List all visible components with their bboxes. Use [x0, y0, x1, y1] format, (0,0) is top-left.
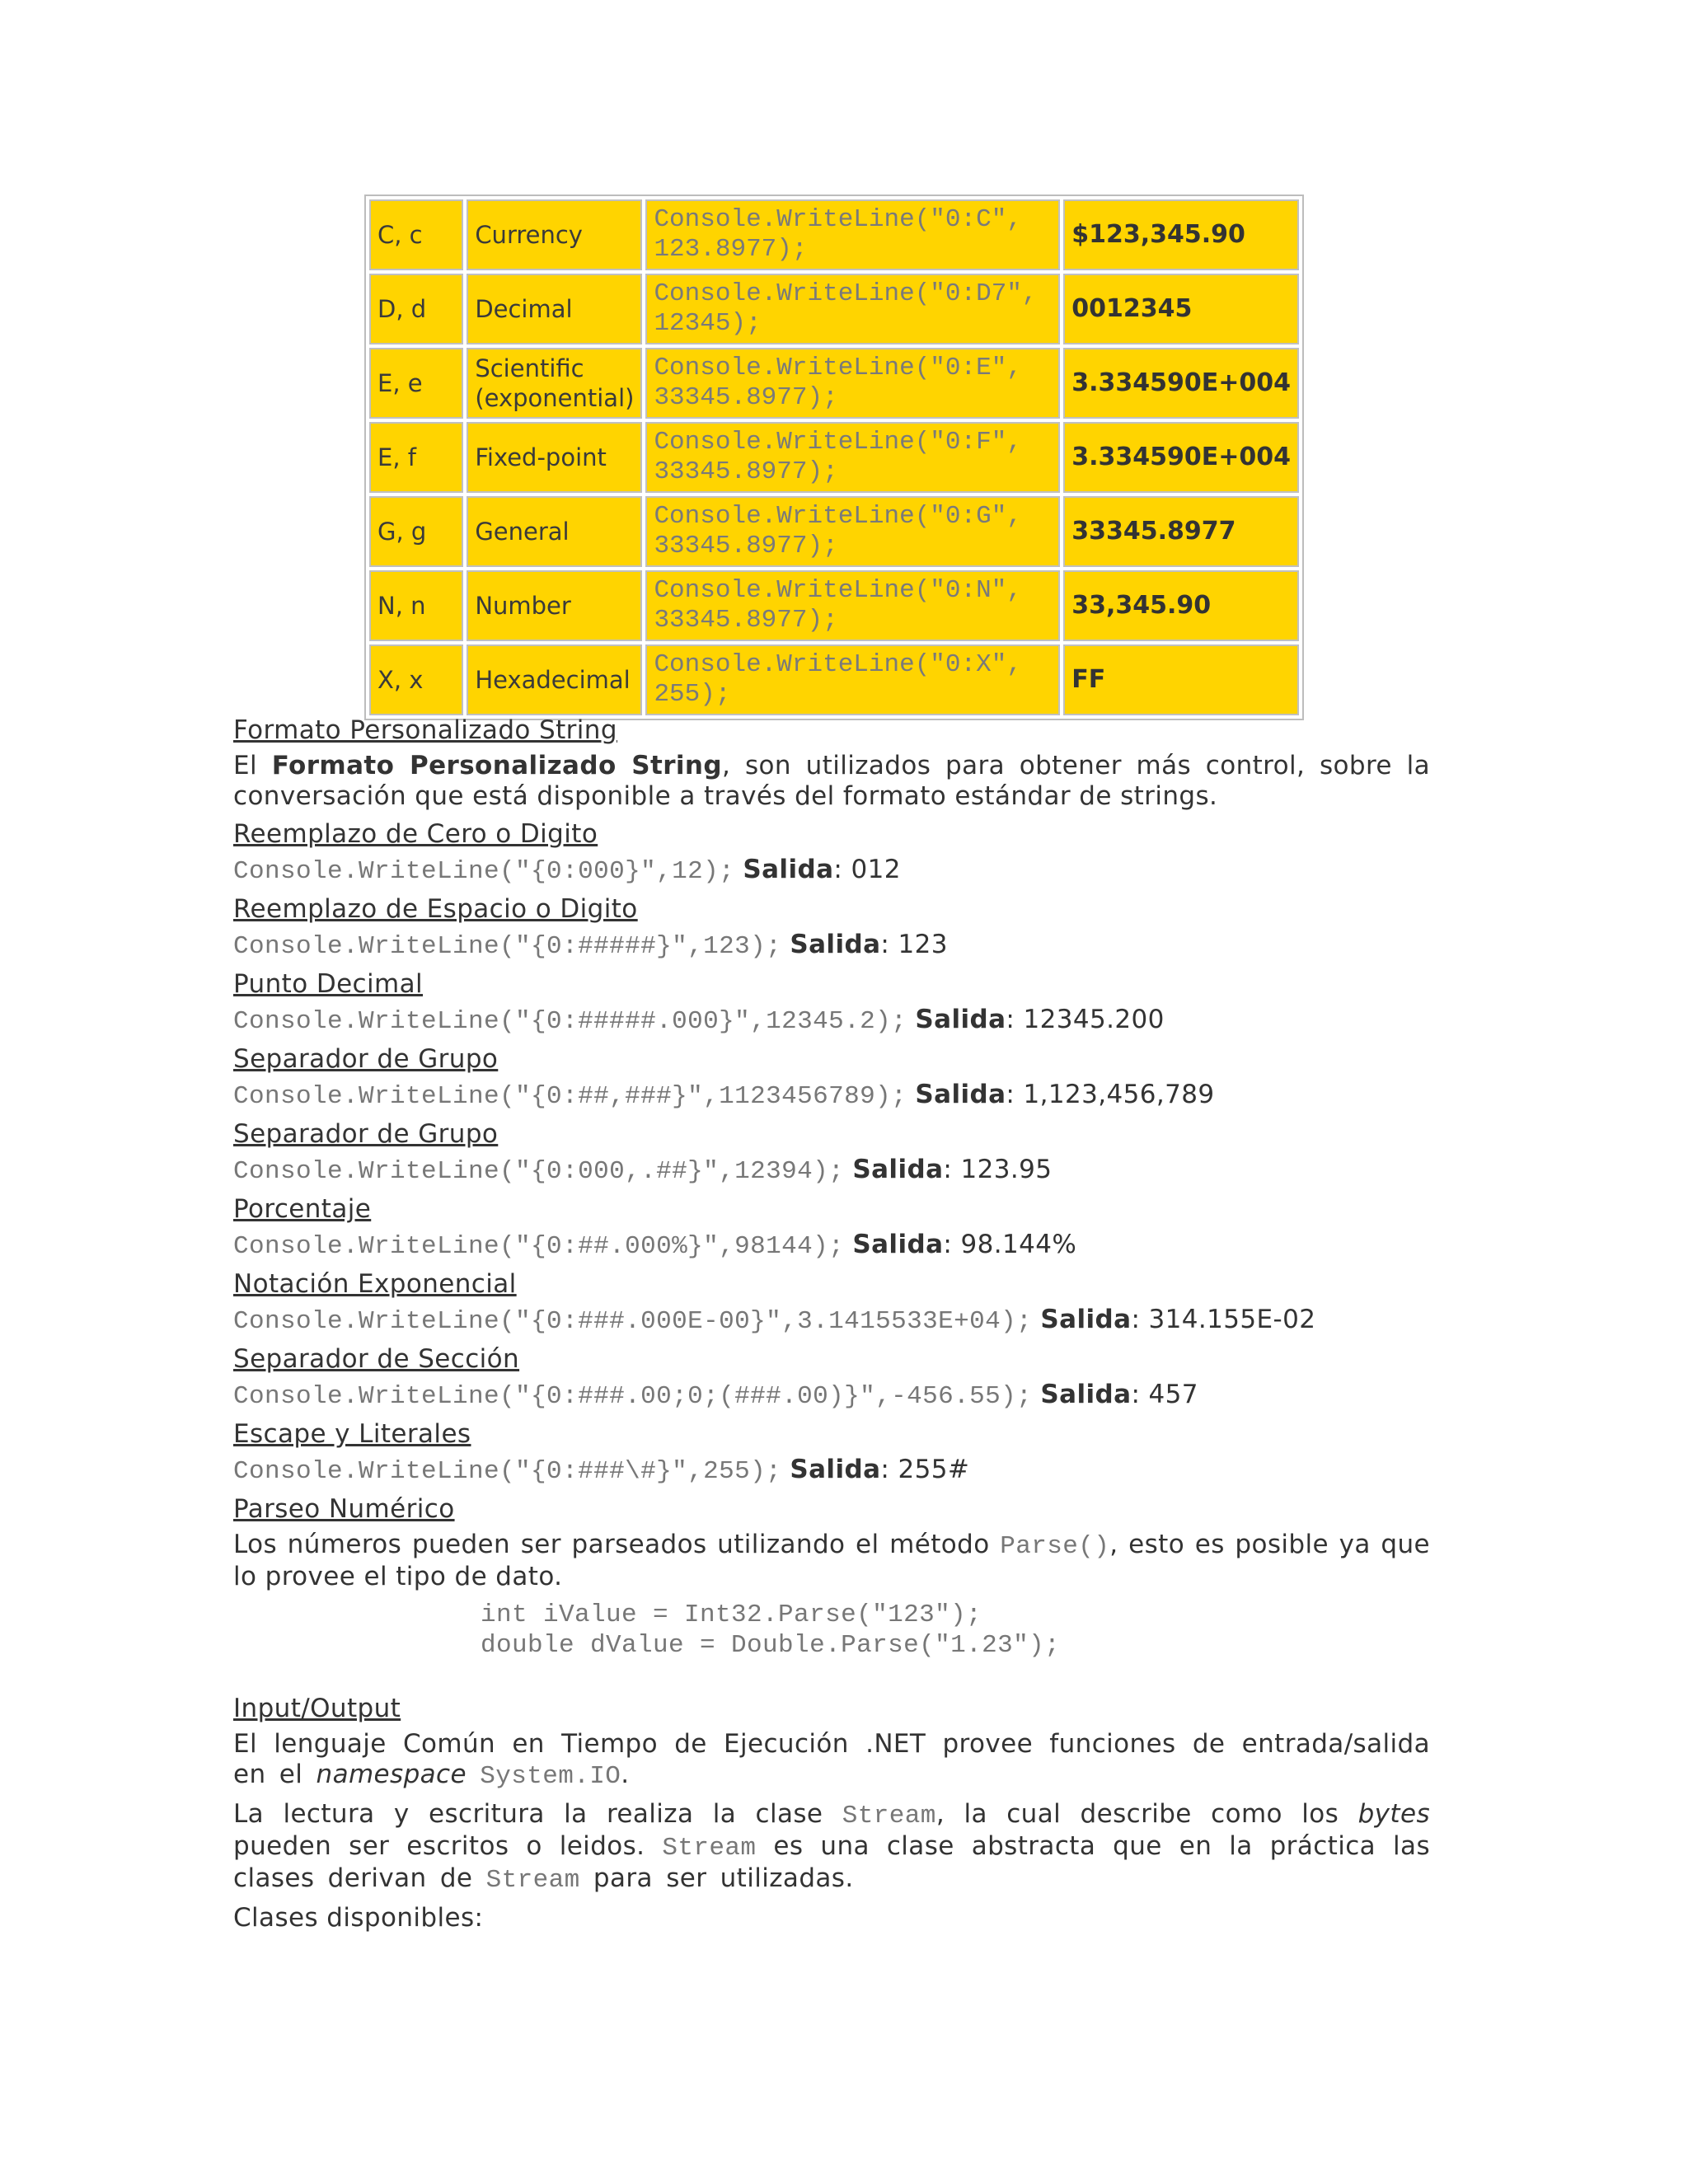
example-heading: Reemplazo de Cero o Digito: [233, 819, 598, 849]
format-row: [369, 274, 1299, 344]
format-table-body: [369, 199, 1299, 715]
format-specifier: [369, 570, 463, 641]
io-p2-e: para ser utilizadas.: [579, 1863, 854, 1893]
format-name-cell: [467, 348, 642, 419]
parse-text-1: Los números pueden ser parseados utilizando el método: [233, 1530, 1001, 1559]
example-code: Console.WriteLine("{0:000}",12);: [233, 857, 735, 886]
io-p1-text: El lenguaje Común en Tiempo de Ejecución .NET provee funciones de entrada/salida en el: [233, 1729, 1430, 1789]
format-specifier: [369, 644, 463, 715]
intro-bold: Formato Personalizado String: [271, 751, 722, 780]
example-code: Console.WriteLine("{0:000,.##}",12394);: [233, 1157, 845, 1186]
parse-code-line-2: double dValue = Double.Parse("1.23");: [481, 1631, 1061, 1660]
format-output-cell: [1063, 199, 1299, 270]
example-output: : 314.155E-02: [1131, 1305, 1316, 1334]
format-output: 33345.8977: [1071, 517, 1236, 546]
example-code-line: [233, 1080, 1430, 1112]
io-p2-c: pueden ser escritos o leidos.: [233, 1831, 663, 1861]
format-name-line-1: Scientific: [475, 354, 584, 382]
format-code-line-2: 33345.8977);: [654, 457, 838, 486]
format-specifier: [369, 496, 463, 567]
example-code-line: [233, 1230, 1430, 1262]
output-label: Salida: [852, 1155, 944, 1184]
example-heading: Separador de Grupo: [233, 1119, 499, 1149]
output-label: Salida: [915, 1080, 1006, 1109]
classes-label: Clases disponibles:: [233, 1903, 484, 1933]
example-code-line: [233, 930, 1430, 962]
example-code-line: [233, 1455, 1430, 1487]
parse-method-code: Parse(): [1000, 1532, 1110, 1561]
format-code-cell: [645, 348, 1060, 419]
example-output: : 457: [1131, 1380, 1198, 1409]
format-output: 33,345.90: [1071, 591, 1212, 620]
format-specifier: [369, 199, 463, 270]
format-specifier-text: E, e: [377, 369, 423, 397]
format-specifier: [369, 274, 463, 344]
format-specifier-table: [364, 194, 1304, 720]
example-heading: Escape y Literales: [233, 1419, 471, 1449]
format-row: [369, 496, 1299, 567]
format-row: [369, 570, 1299, 641]
example-output: : 12345.200: [1006, 1005, 1165, 1034]
example-heading: Porcentaje: [233, 1194, 372, 1224]
output-label: Salida: [852, 1230, 944, 1259]
output-label: Salida: [1040, 1380, 1132, 1409]
format-specifier-text: E, f: [377, 443, 416, 471]
io-p1-end: .: [621, 1760, 630, 1789]
format-code-cell: [645, 274, 1060, 344]
example-output: : 123.95: [943, 1155, 1053, 1184]
examples-list: [233, 819, 1430, 1487]
io-p2-a: La lectura y escritura la realiza la clase: [233, 1799, 842, 1829]
format-code-line-1: Console.WriteLine("0:G",: [654, 502, 1022, 531]
format-name-cell: [467, 422, 642, 493]
io-heading: Input/Output: [233, 1694, 401, 1723]
example-code: Console.WriteLine("{0:##.000%}",98144);: [233, 1232, 845, 1261]
format-name: Decimal: [475, 295, 573, 323]
format-code-line-1: Console.WriteLine("0:D7",: [654, 279, 1038, 308]
format-output-cell: [1063, 644, 1299, 715]
format-code-line-2: 255);: [654, 680, 731, 709]
example-output: : 012: [833, 855, 901, 884]
format-specifier: [369, 348, 463, 419]
spacer: [233, 1661, 1430, 1694]
format-code-line-1: Console.WriteLine("0:F",: [654, 428, 1022, 457]
format-row: [369, 199, 1299, 270]
example-code-line: [233, 1380, 1430, 1412]
format-output-cell: [1063, 348, 1299, 419]
format-output: 3.334590E+004: [1071, 368, 1291, 397]
format-name-cell: [467, 496, 642, 567]
io-p2-code-2: Stream: [662, 1834, 757, 1863]
format-row: [369, 348, 1299, 419]
example-code: Console.WriteLine("{0:###.00;0;(###.00)}",-456.55);: [233, 1382, 1033, 1411]
format-name-cell: [467, 644, 642, 715]
io-p2-code-1: Stream: [842, 1802, 936, 1830]
io-paragraph-1: [233, 1729, 1430, 1792]
custom-format-intro: [233, 751, 1430, 812]
output-label: Salida: [743, 855, 834, 884]
format-output-cell: [1063, 274, 1299, 344]
output-label: Salida: [915, 1005, 1006, 1034]
example-code: Console.WriteLine("{0:###.000E-00}",3.1415533E+04);: [233, 1307, 1033, 1336]
format-name-line-2: (exponential): [475, 384, 635, 412]
format-code-cell: [645, 422, 1060, 493]
format-code-line-1: Console.WriteLine("0:E",: [654, 354, 1022, 382]
example-code-line: [233, 1005, 1430, 1037]
example-output: : 123: [880, 930, 948, 959]
io-paragraph-2: [233, 1799, 1430, 1896]
example-code-line: [233, 855, 1430, 887]
example-heading: Separador de Grupo: [233, 1044, 499, 1074]
format-specifier: [369, 422, 463, 493]
format-code-line-2: 33345.8977);: [654, 532, 838, 560]
format-specifier-text: C, c: [377, 221, 423, 249]
format-code-line-2: 12345);: [654, 309, 762, 338]
intro-prefix: El: [233, 751, 272, 780]
format-name: Fixed-point: [475, 443, 607, 471]
format-code-cell: [645, 644, 1060, 715]
parse-text-2: , esto es posible ya que lo provee el tipo de dato.: [233, 1530, 1430, 1591]
format-code-cell: [645, 570, 1060, 641]
format-code-line-1: Console.WriteLine("0:X",: [654, 650, 1022, 679]
example-output: : 98.144%: [943, 1230, 1077, 1259]
parse-heading: Parseo Numérico: [233, 1494, 455, 1524]
format-code-line-2: 33345.8977);: [654, 606, 838, 635]
format-code-cell: [645, 199, 1060, 270]
example-code: Console.WriteLine("{0:##,###}",1123456789);: [233, 1082, 907, 1111]
example-heading: Punto Decimal: [233, 969, 424, 999]
format-specifier-text: G, g: [377, 518, 427, 546]
format-code-line-2: 33345.8977);: [654, 383, 838, 412]
format-row: [369, 644, 1299, 715]
format-specifier-text: D, d: [377, 295, 427, 323]
format-output-cell: [1063, 422, 1299, 493]
format-name-cell: [467, 570, 642, 641]
parse-text: [233, 1530, 1430, 1592]
format-row: [369, 422, 1299, 493]
format-specifier-text: X, x: [377, 666, 424, 694]
document-body: [233, 715, 1430, 1941]
format-code-line-1: Console.WriteLine("0:N",: [654, 576, 1022, 605]
io-p2-italic: bytes: [1357, 1799, 1431, 1829]
custom-format-heading: Formato Personalizado String: [233, 715, 617, 745]
format-output: FF: [1071, 665, 1106, 694]
example-code: Console.WriteLine("{0:#####}",123);: [233, 932, 782, 961]
format-name-cell: [467, 274, 642, 344]
example-output: : 255#: [880, 1455, 970, 1484]
format-name-cell: [467, 199, 642, 270]
example-code: Console.WriteLine("{0:###\#}",255);: [233, 1457, 782, 1486]
example-heading: Notación Exponencial: [233, 1269, 517, 1299]
format-specifier-text: N, n: [377, 592, 426, 620]
io-p2-d: es una clase abstracta que en la práctica las clases derivan de: [233, 1831, 1430, 1893]
io-p2-b: , la cual describe como los: [935, 1799, 1358, 1829]
example-code-line: [233, 1305, 1430, 1337]
output-label: Salida: [790, 1455, 881, 1484]
example-code: Console.WriteLine("{0:#####.000}",12345.2);: [233, 1007, 907, 1036]
format-code-cell: [645, 496, 1060, 567]
format-output-cell: [1063, 570, 1299, 641]
format-code-line-1: Console.WriteLine("0:C",: [654, 205, 1022, 234]
example-output: : 1,123,456,789: [1006, 1080, 1215, 1109]
example-code-line: [233, 1155, 1430, 1187]
example-heading: Separador de Sección: [233, 1344, 520, 1374]
format-code-line-2: 123.8977);: [654, 235, 808, 264]
output-label: Salida: [790, 930, 881, 959]
parse-code-line-1: int iValue = Int32.Parse("123");: [481, 1601, 982, 1629]
intro-rest: , son utilizados para obtener más control, sobre la conversación que está disponible a través del formato estándar de strings.: [233, 751, 1430, 811]
io-p1-code: System.IO: [480, 1762, 621, 1791]
format-output: 0012345: [1071, 294, 1193, 323]
format-output: $123,345.90: [1071, 220, 1245, 249]
parse-code-block: [481, 1600, 1430, 1661]
io-p2-code-3: Stream: [485, 1866, 580, 1895]
format-name: General: [475, 518, 570, 546]
example-heading: Reemplazo de Espacio o Digito: [233, 894, 638, 924]
io-p1-italic: namespace: [316, 1760, 467, 1789]
format-name: Currency: [475, 221, 583, 249]
format-output: 3.334590E+004: [1071, 443, 1291, 471]
output-label: Salida: [1040, 1305, 1132, 1334]
format-name: Hexadecimal: [475, 666, 631, 694]
format-name: Number: [475, 592, 571, 620]
format-output-cell: [1063, 496, 1299, 567]
